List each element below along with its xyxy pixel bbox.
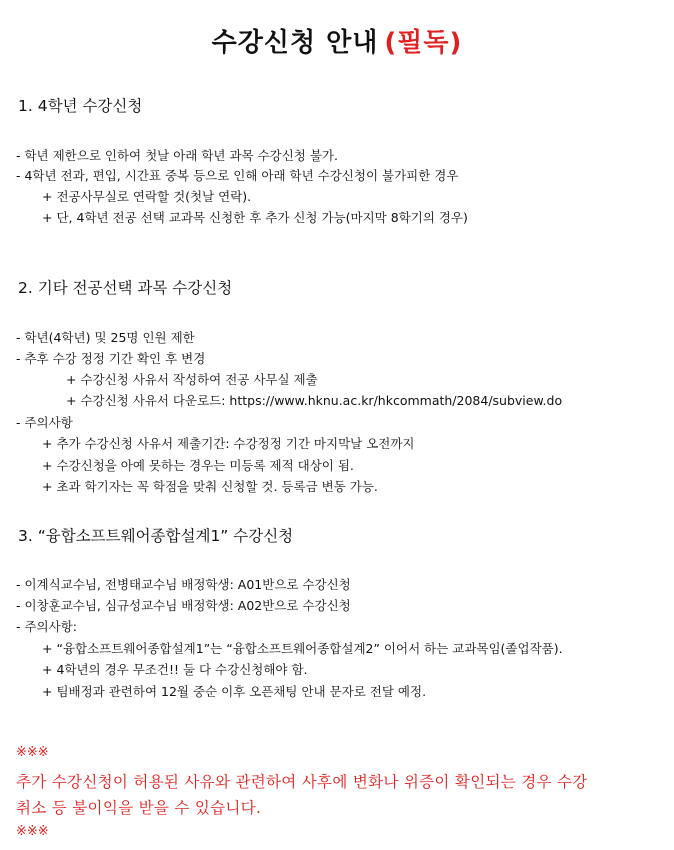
section-3-subline: + “융합소프트웨어종합설계1”는 “융합소프트웨어종합설계2” 이어서 하는 교과목임(졸업작품). [42,641,563,656]
page-title [0,22,674,59]
section-3-line: - 이창훈교수님, 심규성교수님 배정학생: A02반으로 수강신청 [16,598,351,613]
section-1-heading: 1. 4학년 수강신청 [18,97,143,115]
download-link-line[interactable]: + 수강신청 사유서 다운로드: https://www.hknu.ac.kr/hkcommath/2084/subview.do [66,393,563,408]
section-3-line: - 주의사항: [16,619,77,634]
section-2-line: - 학년(4학년) 및 25명 인원 제한 [16,330,195,345]
title-emphasis: (필독) [384,28,463,58]
notice-mark-bottom: ※※※ [16,824,49,839]
section-3-subline: + 팀배정과 관련하여 12월 중순 이후 오픈채팅 안내 문자로 전달 예정. [42,684,427,699]
notice-line-2: 취소 등 불이익을 받을 수 있습니다. [16,799,262,817]
section-2-line: - 추후 수강 정정 기간 확인 후 변경 [16,351,206,366]
section-1-subline: + 단, 4학년 전공 선택 교과목 신청한 후 추가 신청 가능(마지막 8학기의 경우) [42,210,468,225]
notice-line-1: 추가 수강신청이 허용된 사유와 관련하여 사후에 변화나 위증이 확인되는 경우 수강 [16,773,588,791]
title-main: 수강신청 안내 [211,28,379,58]
section-3-line: - 이계식교수님, 전병태교수님 배정학생: A01반으로 수강신청 [16,577,351,592]
section-2-subline: + 수강신청 사유서 작성하여 전공 사무실 제출 [66,372,318,387]
section-2-heading: 2. 기타 전공선택 과목 수강신청 [18,279,233,297]
section-2-subline: + 추가 수강신청 사유서 제출기간: 수강정정 기간 마지막날 오전까지 [42,436,415,451]
section-3-heading: 3. “융합소프트웨어종합설계1” 수강신청 [18,527,294,545]
section-1-subline: + 전공사무실로 연락할 것(첫날 연락). [42,189,252,204]
section-1-line: - 4학년 전과, 편입, 시간표 중복 등으로 인해 아래 학년 수강신청이 불가피한 경우 [16,168,459,183]
notice-mark-top: ※※※ [16,745,49,760]
section-2-subline: + 초과 학기자는 꼭 학점을 맞춰 신청할 것. 등록금 변동 가능. [42,479,378,494]
section-1-line: - 학년 제한으로 인하여 첫날 아래 학년 과목 수강신청 불가. [16,148,338,163]
section-2-line: - 주의사항 [16,415,73,430]
section-3-subline: + 4학년의 경우 무조건!! 둘 다 수강신청해야 함. [42,662,308,677]
section-2-subline: + 수강신청을 아예 못하는 경우는 미등록 제적 대상이 됨. [42,458,354,473]
